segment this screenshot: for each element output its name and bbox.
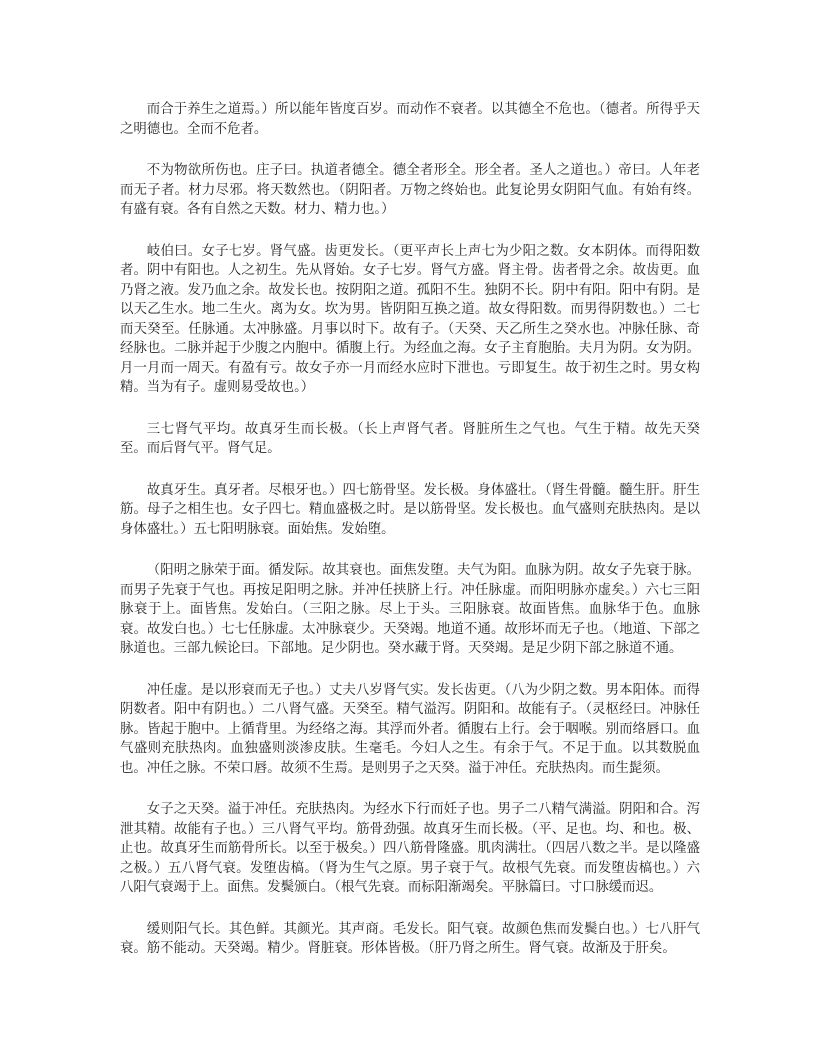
paragraph-4: 三七肾气平均。故真牙生而长极。（长上声肾气者。肾脏所生之气也。气生于精。故先天癸至。而后肾气平。肾气足。 (120, 421, 700, 456)
paragraph-6: （阳明之脉荣于面。循发际。故其衰也。面焦发堕。夫气为阳。血脉为阴。故女子先衰于脉。而男子先衰于气也。再按足阳明之脉。并冲任挟脐上行。冲任脉虚。而阳明脉亦虚矣。）六七三阳脉衰于上。面皆焦。发始白。（三阳之脉。尽上于头。三阳脉衰。故面皆焦。血脉华于色。血脉衰。故发白也。）七七任脉虚。太冲脉衰少。天癸竭。地道不通。故形坏而无子也。（地道、下部之脉道也。三部九候论曰。下部地。足少阴也。癸水藏于肾。天癸竭。是足少阴下部之脉道不通。 (120, 563, 700, 656)
paragraph-8: 女子之天癸。溢于冲任。充肤热肉。为经水下行而妊子也。男子二八精气满溢。阴阳和合。泻泄其精。故能有子也。）三八肾气平均。筋骨劲强。故真牙生而长极。（平、足也。均、和也。极、止也。故真牙生而筋骨所长。以至于极矣。）四八筋骨隆盛。肌肉满壮。（四居八数之半。是以隆盛之极。）五八肾气衰。发堕齿槁。（肾为生气之原。男子衰于气。故根气先衰。而发堕齿槁也。）六八阳气衰竭于上。面焦。发鬓颁白。（根气先衰。而标阳渐竭矣。平脉篇曰。寸口脉缓而迟。 (120, 802, 700, 895)
document-page (120, 100, 700, 981)
paragraph-1: 而合于养生之道焉。）所以能年皆度百岁。而动作不衰者。以其德全不危也。（德者。所得乎天之明德也。全而不危者。 (120, 102, 700, 137)
paragraph-7: 冲任虚。是以形衰而无子也。）丈夫八岁肾气实。发长齿更。（八为少阴之数。男本阳体。而得阴数者。阳中有阴也。）二八肾气盛。天癸至。精气溢泻。阴阳和。故能有子。（灵枢经曰。冲脉任脉。皆起于胞中。上循背里。为经络之海。其浮而外者。循腹右上行。会于咽喉。别而络唇口。血气盛则充肤热肉。血独盛则淡渗皮肤。生毫毛。今妇人之生。有余于气。不足于血。以其数脱血也。冲任之脉。不荣口唇。故须不生焉。是则男子之天癸。溢于冲任。充肤热肉。而生髭须。 (120, 682, 700, 776)
paragraph-3: 岐伯曰。女子七岁。肾气盛。齿更发长。（更平声长上声七为少阳之数。女本阴体。而得阳数者。阴中有阳也。人之初生。先从肾始。女子七岁。肾气方盛。肾主骨。齿者骨之余。故齿更。血乃肾之液。发乃血之余。故发长也。按阴阳之道。孤阳不生。独阴不长。阴中有阳。阳中有阴。是以天乙生水。地二生火。离为女。坎为男。皆阴阳互换之道。故女得阳数。而男得阴数也。）二七而天癸至。任脉通。太冲脉盛。月事以时下。故有子。（天癸、天乙所生之癸水也。冲脉任脉、奇经脉也。二脉并起于少腹之内胞中。循腹上行。为经血之海。女子主育胞胎。夫月为阴。女为阴。月一月而一周天。有盈有亏。故女子亦一月而经水应时下泄也。亏即复生。故于初生之时。男女构精。当为有子。虚则易受故也。） (120, 243, 700, 395)
paragraph-2: 不为物欲所伤也。庄子曰。执道者德全。德全者形全。形全者。圣人之道也。）帝曰。人年老而无子者。材力尽邪。将天数然也。（阴阳者。万物之终始也。此复论男女阴阳气血。有始有终。有盛有衰。各有自然之天数。材力、精力也。） (120, 163, 700, 217)
paragraph-5: 故真牙生。真牙者。尽根牙也。）四七筋骨坚。发长极。身体盛壮。（肾生骨髓。髓生肝。肝生筋。母子之相生也。女子四七。精血盛极之时。是以筋骨坚。发长极也。血气盛则充肤热肉。是以身体盛壮。）五七阳明脉衰。面始焦。发始堕。 (120, 482, 700, 537)
paragraph-9: 缓则阳气长。其色鲜。其颜光。其声商。毛发长。阳气衰。故颜色焦而发鬓白也。）七八肝气衰。筋不能动。天癸竭。精少。肾脏衰。形体皆极。（肝乃肾之所生。肾气衰。故渐及于肝矣。 (120, 921, 700, 956)
